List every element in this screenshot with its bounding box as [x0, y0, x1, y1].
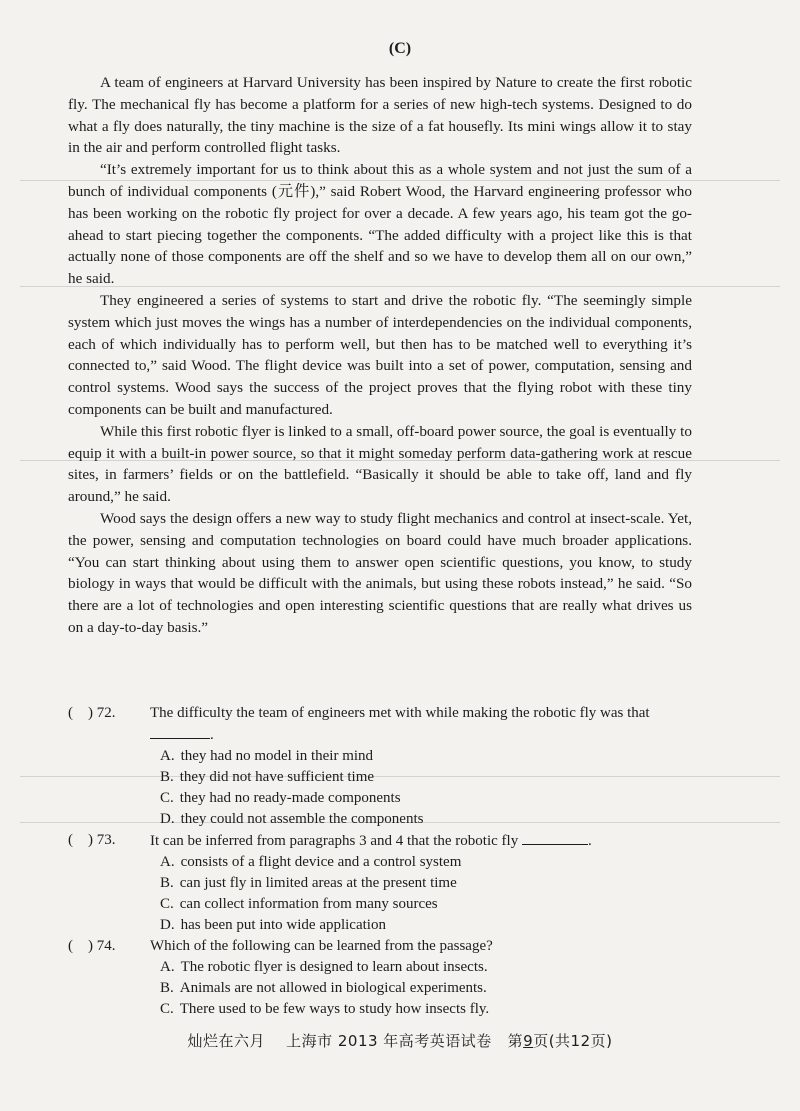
question-74 [68, 936, 692, 1020]
question-72: ( ) 72. The difficulty the team of engineers met with while making the robotic fly was that . A. they had no model in their mind B. they did not have sufficient time C. they had no ready-made components D. they could not assemble the components [68, 703, 692, 830]
option-b[interactable]: B. they did not have sufficient time [160, 769, 375, 785]
option-b[interactable]: B. can just fly in limited areas at the present time [160, 875, 457, 891]
reading-passage [68, 72, 692, 639]
answer-blank [150, 724, 210, 739]
option-d[interactable]: D. has been put into wide application [160, 917, 386, 933]
option-c[interactable]: C. they had no ready-made components [160, 790, 401, 806]
paragraph-5: Wood says the design offers a new way to study flight mechanics and control at insect-scale. Yet, the power, sensing and computation technologies on board could have much broader applications. “You can start thinking about using them to answer open scientific questions, you know, to study biology in ways that would be difficult with the animals, but using these robots instead,” he said. “So there are a lot of technologies and open interesting scientific questions that are really what drives us on a day-to-day basis.” [68, 509, 692, 636]
question-list [68, 703, 692, 1020]
option-c[interactable]: C. There used to be few ways to study how insects fly. [160, 1001, 490, 1017]
option-a[interactable]: A. they had no model in their mind [160, 748, 374, 764]
question-73: ( ) 73. It can be inferred from paragraphs 3 and 4 that the robotic fly . A. consists of a flight device and a control system B. can just fly in limited areas at the present time C. can collect information from many sources D. has been put into wide application [68, 830, 692, 936]
paragraph-2: “It’s extremely important for us to think about this as a whole system and not just the sum of a bunch of individual components (元件),” said Robert Wood, the Harvard engineering professor who has been working on the robotic fly project for over a decade. A few years ago, his team got the go-ahead to start piecing together the components. “The added difficulty with a project like this is that actually none of those components are off the shelf and so we have to develop them all on our own,” he said. [68, 161, 692, 288]
answer-slot[interactable]: ( ) 74. [68, 938, 116, 954]
paragraph-1: A team of engineers at Harvard University has been inspired by Nature to create the first robotic fly. The mechanical fly has become a platform for a series of new high-tech systems. Designed to do what a fly does naturally, the tiny machine is the size of a fat housefly. Its mini wings allow it to stay in the air and perform controlled flight tasks. [68, 74, 692, 157]
answer-blank [522, 830, 588, 845]
question-stem: The difficulty the team of engineers met with while making the robotic fly was that [150, 705, 650, 721]
answer-slot[interactable]: ( ) 73. [68, 832, 116, 848]
option-a[interactable]: A. The robotic flyer is designed to learn about insects. [160, 959, 488, 975]
page-number: 9 [523, 1032, 534, 1050]
footer-exam-title: 上海市 2013 年高考英语试卷 [286, 1032, 492, 1050]
answer-slot[interactable]: ( ) 72. [68, 705, 116, 721]
paragraph-4: While this first robotic flyer is linked to a small, off-board power source, the goal is eventually to equip it with a built-in power source, so that it might someday perform data-gathering work at rescue sites, in farmers’ fields or on the battlefield. “Basically it should be able to take off, land and fly around,” he said. [68, 422, 692, 506]
page-footer: 灿烂在六月 上海市 2013 年高考英语试卷 第9页(共12页) [187, 1032, 613, 1050]
option-a[interactable]: A. consists of a flight device and a control system [160, 854, 462, 870]
paragraph-3: They engineered a series of systems to start and drive the robotic fly. “The seemingly simple system which just moves the wings has a number of interdependencies on the individual components, each of which individually has to perform well, but then has to be matched well to everything it’s connected to,” said Wood. The flight device was built into a set of power, computation, sensing and control systems. Wood says the success of the project proves that the flying robot with these tiny components can be built and manufactured. [68, 291, 692, 418]
question-stem: It can be inferred from paragraphs 3 and 4 that the robotic fly [150, 833, 519, 849]
footer-brand: 灿烂在六月 [187, 1032, 266, 1050]
option-c[interactable]: C. can collect information from many sources [160, 896, 438, 912]
option-d[interactable]: D. they could not assemble the components [160, 811, 424, 827]
question-stem: Which of the following can be learned from the passage? [150, 938, 493, 954]
section-label: (C) [388, 40, 412, 57]
option-b[interactable]: B. Animals are not allowed in biological experiments. [160, 980, 487, 996]
